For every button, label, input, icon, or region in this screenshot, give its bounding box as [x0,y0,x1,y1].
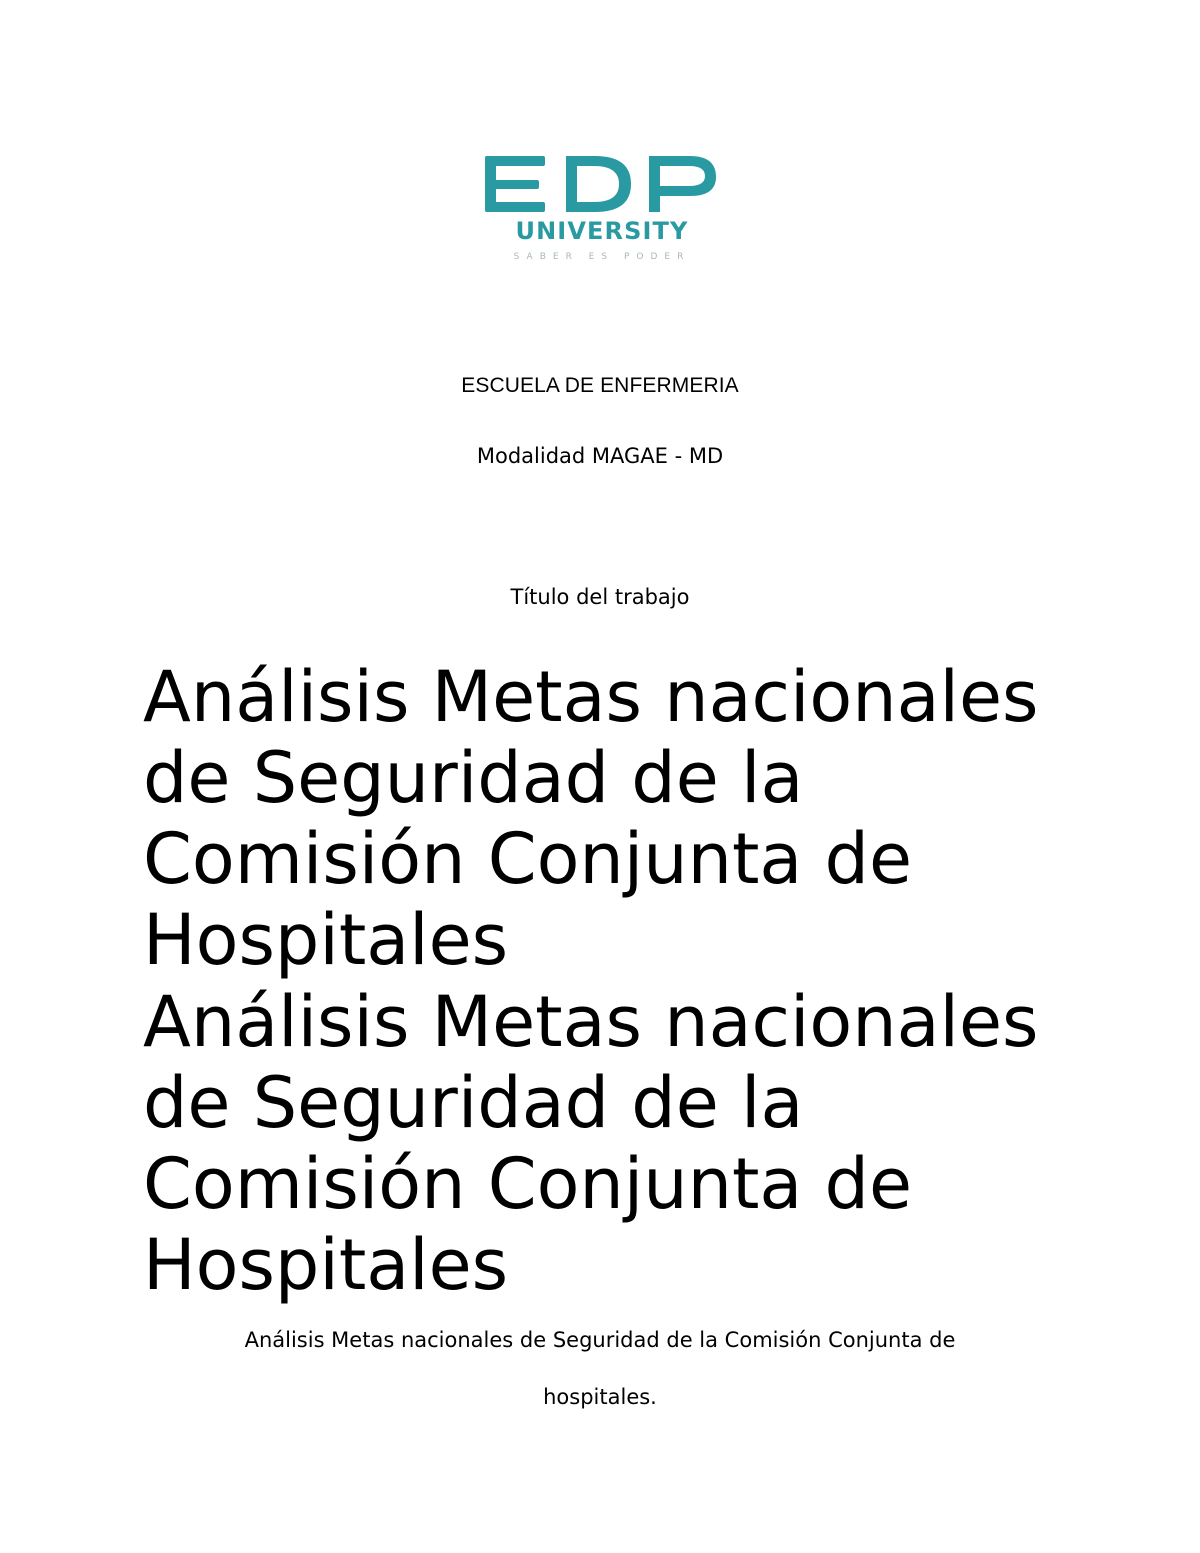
title-summary [0,1312,1200,1426]
summary-line: Análisis Metas nacionales de Seguridad de la Comisión Conjunta de [244,1328,956,1352]
logo-subtitle: UNIVERSITY [515,217,689,245]
main-title: Análisis Metas nacionales de Seguridad de la Comisión Conjunta de Hospitales [143,656,1039,981]
edp-university-logo [482,150,722,265]
work-title-label: Título del trabajo [510,585,690,609]
university-logo [482,150,722,265]
summary-line: hospitales. [543,1385,657,1409]
logo-tagline: SABER ES PODER [513,252,691,262]
school-name: ESCUELA DE ENFERMERIA [461,374,739,397]
modality-text: Modalidad MAGAE - MD [476,444,724,468]
repeated-main-title: Análisis Metas nacionales de Seguridad de la Comisión Conjunta de Hospitales [143,981,1039,1306]
